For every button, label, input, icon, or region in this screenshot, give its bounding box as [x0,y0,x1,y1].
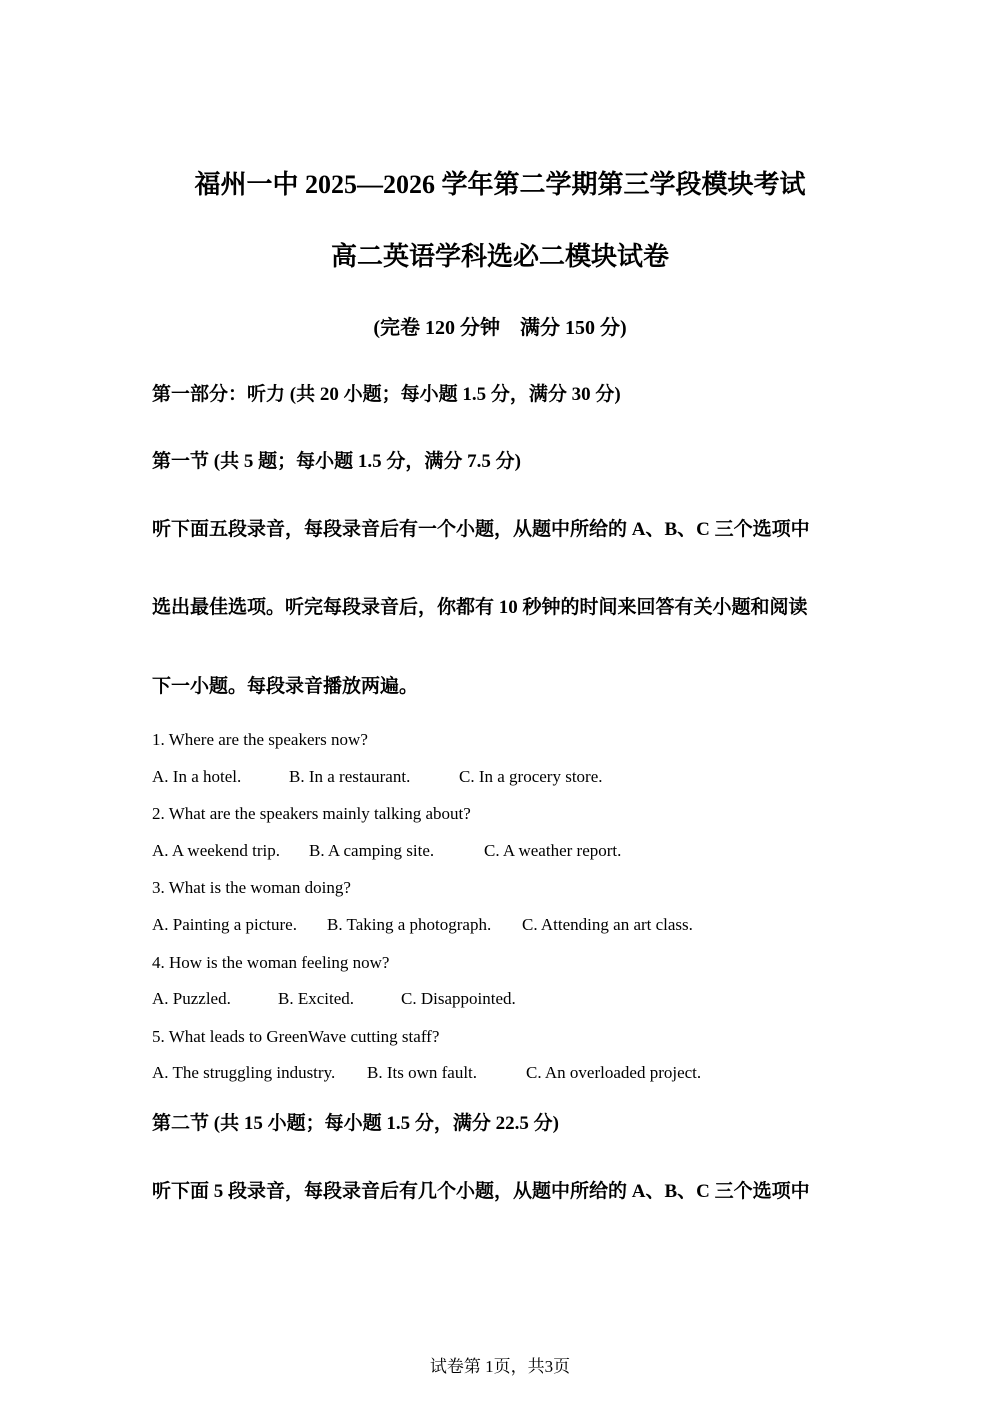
question-5-option-a: A. The struggling industry. [152,1063,336,1082]
question-4-option-a: A. Puzzled. [152,989,231,1008]
section1-heading: 第一节 (共 5 题；每小题 1.5 分，满分 7.5 分) [152,451,521,472]
page-number-footer: 试卷第 1页，共3页 [429,1357,571,1376]
section1-instruction-line: 听下面五段录音，每段录音后有一个小题，从题中所给的 A、B、C 三个选项中 [152,519,810,540]
question-4-option-c: C. Disappointed. [401,989,516,1008]
question-3-option-a: A. Painting a picture. [152,915,297,934]
question-3: 3. What is the woman doing? [152,878,351,897]
exam-duration-score: (完卷 120 分钟 满分 150 分) [373,317,627,339]
question-3-option-c: C. Attending an art class. [522,915,693,934]
question-4-option-b: B. Excited. [278,989,355,1008]
question-1: 1. Where are the speakers now? [152,730,368,749]
question-5-option-b: B. Its own fault. [367,1063,478,1082]
section1-instruction-line: 选出最佳选项。听完每段录音后，你都有 10 秒钟的时间来回答有关小题和阅读 [152,597,808,618]
question-5-option-c: C. An overloaded project. [526,1063,702,1082]
question-1-option-b: B. In a restaurant. [289,767,411,786]
question-5: 5. What leads to GreenWave cutting staff? [152,1027,440,1046]
question-2-option-a: A. A weekend trip. [152,841,280,860]
question-1-option-c: C. In a grocery store. [459,767,603,786]
section2-heading: 第二节 (共 15 小题；每小题 1.5 分，满分 22.5 分) [152,1113,559,1134]
section2-instruction-line: 听下面 5 段录音，每段录音后有几个小题，从题中所给的 A、B、C 三个选项中 [152,1181,810,1202]
exam-title: 福州一中 2025—2026 学年第二学期第三学段模块考试 [194,170,806,199]
question-2-option-b: B. A camping site. [309,841,435,860]
question-3-option-b: B. Taking a photograph. [327,915,492,934]
exam-subject-title: 高二英语学科选必二模块试卷 [330,242,669,271]
question-2: 2. What are the speakers mainly talking about? [152,804,471,823]
section1-instruction-line: 下一小题。每段录音播放两遍。 [152,676,419,697]
question-1-option-a: A. In a hotel. [152,767,242,786]
question-4: 4. How is the woman feeling now? [152,953,390,972]
question-2-option-c: C. A weather report. [484,841,622,860]
part1-heading: 第一部分：听力 (共 20 小题；每小题 1.5 分，满分 30 分) [152,384,621,405]
